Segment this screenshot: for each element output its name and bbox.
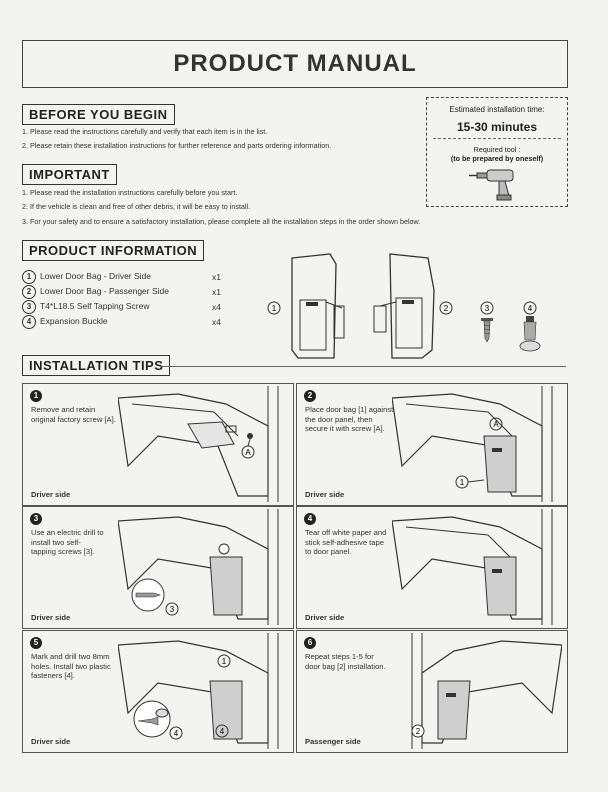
item-number: 4: [22, 315, 36, 329]
figure-label-3: 3: [484, 304, 490, 313]
drill-icon: [469, 164, 525, 202]
door-bag-shape: [210, 557, 242, 615]
door-panel-illustration: [118, 509, 288, 625]
step-side: Passenger side: [305, 737, 361, 746]
door-bag-passenger-outline: [390, 254, 434, 358]
step-number: 5: [30, 637, 42, 649]
product-parts-figure: [262, 250, 562, 370]
step-number: 4: [304, 513, 316, 525]
important-item-3: 3. For your safety and to ensure a satisfactory installation, please complete all the installation steps in the order shown below.: [22, 217, 421, 226]
step-side: Driver side: [31, 613, 71, 622]
product-item: [22, 270, 151, 284]
step-text: Use an electric drill to install two self-tapping screws [3].: [31, 528, 104, 556]
estimate-time: 15-30 minutes: [456, 120, 538, 134]
tool-label: Required tool :: [473, 145, 521, 154]
item-number: 1: [22, 270, 36, 284]
step-text: Repeat steps 1-5 for door bag [2] installation.: [305, 652, 386, 671]
door-panel-illustration: [392, 386, 562, 502]
item-qty: x1: [212, 287, 221, 297]
callout-1: 1: [221, 657, 227, 666]
callout-4: 4: [173, 729, 179, 738]
expansion-buckle-icon: [520, 316, 540, 351]
door-panel-illustration: [118, 633, 288, 749]
door-bag-shape: [484, 436, 516, 492]
page-title: PRODUCT MANUAL: [22, 40, 568, 88]
step-2: [296, 383, 568, 506]
estimate-label: Estimated installation time:: [449, 105, 545, 114]
step-number: 1: [30, 390, 42, 402]
product-item: [22, 285, 169, 299]
figure-label-4: 4: [527, 304, 533, 313]
before-item-1: 1. Please read the instructions carefully and verify that each item is in the list.: [22, 127, 268, 136]
important-heading: IMPORTANT: [22, 164, 117, 185]
item-name: Lower Door Bag - Driver Side: [40, 271, 152, 281]
step-5: [22, 630, 294, 753]
callout-3: 3: [169, 605, 175, 614]
step-6: [296, 630, 568, 753]
step-text: Mark and drill two 8mm holes. Install two plastic fasteners [4].: [31, 652, 111, 680]
step-3: [22, 506, 294, 629]
installation-tips-heading: INSTALLATION TIPS: [22, 355, 170, 376]
step-number: 2: [304, 390, 316, 402]
callout-4-b: 4: [219, 727, 225, 736]
door-bag-shape: [484, 557, 516, 615]
door-panel-illustration: [392, 633, 562, 749]
product-item: [22, 300, 149, 314]
tool-note: (to be prepared by oneself): [450, 154, 544, 163]
step-number: 3: [30, 513, 42, 525]
step-4: [296, 506, 568, 629]
callout-1: 1: [459, 478, 465, 487]
step-1: [22, 383, 294, 506]
before-you-begin-heading: BEFORE YOU BEGIN: [22, 104, 175, 125]
item-qty: x4: [212, 302, 221, 312]
callout-a: A: [493, 420, 499, 429]
item-name: T4*L18.5 Self Tapping Screw: [40, 301, 150, 311]
step-text: Tear off white paper and stick self-adhesive tape to door panel.: [305, 528, 387, 556]
section-divider: [160, 366, 566, 367]
callout-2: 2: [415, 727, 421, 736]
important-item-1: 1. Please read the installation instructions carefully before you start.: [22, 188, 238, 197]
item-qty: x1: [212, 272, 221, 282]
step-side: Driver side: [31, 490, 71, 499]
step-side: Driver side: [31, 737, 71, 746]
step-side: Driver side: [305, 613, 345, 622]
item-number: 3: [22, 300, 36, 314]
step-text: Place door bag [1] against the door panel, then secure it with screw [A].: [305, 405, 394, 433]
before-item-2: 2. Please retain these installation instructions for further reference and parts ordering information.: [22, 141, 332, 150]
step-side: Driver side: [305, 490, 345, 499]
step-number: 6: [304, 637, 316, 649]
estimate-divider: [433, 138, 561, 139]
door-panel-illustration: [392, 509, 562, 625]
important-item-2: 2. If the vehicle is clean and free of other debris, it will be easy to install.: [22, 202, 251, 211]
door-panel-illustration: [118, 386, 288, 502]
door-bag-shape: [210, 681, 242, 739]
figure-label-2: 2: [443, 304, 449, 313]
product-item: [22, 315, 108, 329]
item-name: Expansion Buckle: [40, 316, 108, 326]
item-name: Lower Door Bag - Passenger Side: [40, 286, 169, 296]
item-qty: x4: [212, 317, 221, 327]
item-number: 2: [22, 285, 36, 299]
step-text: Remove and retain original factory screw [A].: [31, 405, 116, 424]
screw-icon: [481, 318, 493, 342]
estimate-box: [426, 97, 568, 207]
product-information-heading: PRODUCT INFORMATION: [22, 240, 204, 261]
door-bag-shape: [438, 681, 470, 739]
figure-label-1: 1: [271, 304, 277, 313]
callout-a: A: [245, 448, 251, 457]
